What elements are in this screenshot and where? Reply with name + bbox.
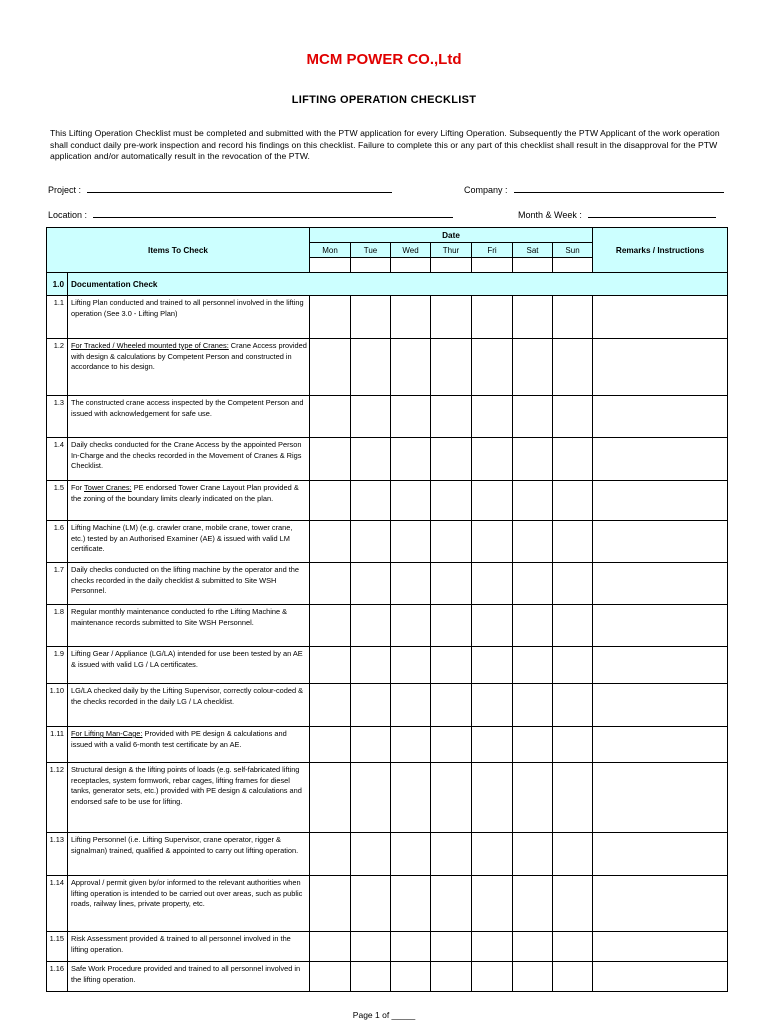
- check-cell-wed[interactable]: [391, 296, 431, 339]
- check-cell-thur[interactable]: [431, 296, 472, 339]
- check-cell-sat[interactable]: [513, 438, 553, 481]
- remarks-cell[interactable]: [593, 296, 728, 339]
- check-cell-tue[interactable]: [351, 438, 391, 481]
- item-text: Daily checks conducted for the Crane Access by the appointed Person In-Charge and the checks recorded in the Movement of Cranes & Rigs Checklist.: [71, 440, 302, 471]
- check-cell-sat[interactable]: [513, 684, 553, 727]
- check-cell-fri[interactable]: [472, 339, 513, 396]
- item-text: The constructed crane access inspected by the Competent Person and issued with acknowledgement for safe use.: [71, 398, 304, 418]
- remarks-cell[interactable]: [593, 605, 728, 647]
- check-cell-mon[interactable]: [310, 339, 351, 396]
- date-entry-fri[interactable]: [472, 258, 513, 273]
- check-cell-mon[interactable]: [310, 684, 351, 727]
- check-cell-sun[interactable]: [553, 962, 593, 992]
- item-text: Lifting Gear / Appliance (LG/LA) intended for use been tested by an AE & issued with valid LG / LA certificates.: [71, 649, 303, 669]
- month-week-field: [518, 208, 716, 220]
- item-text: Lifting Personnel (i.e. Lifting Supervisor, crane operator, rigger & signalman) trained, qualified & appointed to carry out lifting operation.: [71, 835, 299, 855]
- intro-paragraph: This Lifting Operation Checklist must be completed and submitted with the PTW application for every Lifting Operation. Subsequently the PTW Applicant of the work operation shall conduct daily pre-work inspection and record his findings on this checklist. Failure to complete this or any part of this checklist shall result in the disapproval for the PTW application and/or automatically result in the revocation of the PTW.: [50, 128, 720, 161]
- check-cell-sun[interactable]: [553, 647, 593, 684]
- check-cell-fri[interactable]: [472, 521, 513, 563]
- day-header-wed: Wed: [391, 243, 431, 258]
- location-field: [48, 208, 453, 220]
- item-prefix: For: [71, 483, 85, 492]
- check-cell-thur[interactable]: [431, 876, 472, 932]
- remarks-cell[interactable]: [593, 727, 728, 763]
- check-cell-wed[interactable]: [391, 438, 431, 481]
- checklist-row: [47, 684, 728, 727]
- item-number: 1.6: [47, 521, 68, 563]
- item-text: Crane Access provided with design & calculations by Competent Person and constructed in accordance to his design.: [71, 341, 307, 372]
- document-title: LIFTING OPERATION CHECKLIST: [291, 94, 477, 106]
- check-cell-fri[interactable]: [472, 962, 513, 992]
- check-cell-fri[interactable]: [472, 396, 513, 438]
- checklist-row: [47, 296, 728, 339]
- item-number: 1.1: [47, 296, 68, 339]
- checklist-row: [47, 833, 728, 876]
- project-field: [48, 183, 392, 195]
- checklist-row: [47, 438, 728, 481]
- check-cell-wed[interactable]: [391, 727, 431, 763]
- check-cell-sat[interactable]: [513, 296, 553, 339]
- check-cell-sun[interactable]: [553, 521, 593, 563]
- check-cell-tue[interactable]: [351, 962, 391, 992]
- check-cell-wed[interactable]: [391, 684, 431, 727]
- item-description: [68, 296, 310, 339]
- day-header-sat: Sat: [513, 243, 553, 258]
- date-entry-sun[interactable]: [553, 258, 593, 273]
- check-cell-sat[interactable]: [513, 932, 553, 962]
- check-cell-thur[interactable]: [431, 438, 472, 481]
- check-cell-sat[interactable]: [513, 605, 553, 647]
- item-description: [68, 833, 310, 876]
- check-cell-fri[interactable]: [472, 563, 513, 605]
- item-number: 1.2: [47, 339, 68, 396]
- remarks-cell[interactable]: [593, 962, 728, 992]
- month-week-label: Month & Week :: [518, 210, 582, 220]
- item-number: 1.4: [47, 438, 68, 481]
- company-label: Company :: [464, 185, 508, 195]
- checklist-row: [47, 932, 728, 962]
- project-blank[interactable]: [87, 183, 392, 193]
- check-cell-wed[interactable]: [391, 605, 431, 647]
- remarks-header: Remarks / Instructions: [593, 228, 728, 273]
- item-underlined-text: Tower Cranes:: [84, 483, 132, 492]
- day-header-mon: Mon: [310, 243, 351, 258]
- remarks-cell[interactable]: [593, 396, 728, 438]
- check-cell-fri[interactable]: [472, 481, 513, 521]
- remarks-cell[interactable]: [593, 763, 728, 833]
- checklist-row: [47, 521, 728, 563]
- item-text: Approval / permit given by/or informed to the relevant authorities when lifting operation is intended to be carried out over areas, such as public roads, railway lines, private property, etc.: [71, 878, 303, 909]
- section-header-row: [47, 273, 728, 296]
- check-cell-sun[interactable]: [553, 481, 593, 521]
- item-description: [68, 876, 310, 932]
- day-header-sun: Sun: [553, 243, 593, 258]
- item-text: Risk Assessment provided & trained to all personnel involved in the lifting operation.: [71, 934, 291, 954]
- remarks-cell[interactable]: [593, 647, 728, 684]
- check-cell-wed[interactable]: [391, 962, 431, 992]
- item-description: [68, 962, 310, 992]
- item-text: Structural design & the lifting points of loads (e.g. self-fabricated lifting receptacles, system formwork, rebar cages, lifting frames for diesel tanks, generator sets, etc.) provided with PE design & calculations and endorsed safe to be use for lifting.: [71, 765, 302, 806]
- check-cell-sun[interactable]: [553, 684, 593, 727]
- check-cell-wed[interactable]: [391, 647, 431, 684]
- check-cell-mon[interactable]: [310, 876, 351, 932]
- check-cell-sun[interactable]: [553, 396, 593, 438]
- item-text: LG/LA checked daily by the Lifting Supervisor, correctly colour-coded & the checks recorded in the daily LG / LA checklist.: [71, 686, 304, 706]
- checklist-table: [46, 227, 728, 992]
- check-cell-mon[interactable]: [310, 563, 351, 605]
- check-cell-sat[interactable]: [513, 962, 553, 992]
- check-cell-wed[interactable]: [391, 876, 431, 932]
- location-blank[interactable]: [93, 208, 453, 218]
- remarks-cell[interactable]: [593, 684, 728, 727]
- page-number: Page 1 of _____: [352, 1010, 416, 1020]
- check-cell-thur[interactable]: [431, 727, 472, 763]
- check-cell-wed[interactable]: [391, 763, 431, 833]
- check-cell-wed[interactable]: [391, 563, 431, 605]
- check-cell-mon[interactable]: [310, 647, 351, 684]
- check-cell-mon[interactable]: [310, 605, 351, 647]
- check-cell-mon[interactable]: [310, 962, 351, 992]
- company-name: MCM POWER CO.,Ltd: [306, 51, 462, 68]
- item-number: 1.5: [47, 481, 68, 521]
- check-cell-thur[interactable]: [431, 684, 472, 727]
- check-cell-sun[interactable]: [553, 876, 593, 932]
- location-label: Location :: [48, 210, 88, 220]
- check-cell-thur[interactable]: [431, 833, 472, 876]
- check-cell-fri[interactable]: [472, 647, 513, 684]
- check-cell-mon[interactable]: [310, 521, 351, 563]
- item-text: PE endorsed Tower Crane Layout Plan provided & the zoning of the boundary limits clearly indicated on the plan.: [71, 483, 299, 503]
- check-cell-thur[interactable]: [431, 396, 472, 438]
- check-cell-sat[interactable]: [513, 339, 553, 396]
- check-cell-mon[interactable]: [310, 296, 351, 339]
- checklist-row: [47, 339, 728, 396]
- remarks-cell[interactable]: [593, 521, 728, 563]
- check-cell-tue[interactable]: [351, 932, 391, 962]
- item-description: [68, 521, 310, 563]
- check-cell-sat[interactable]: [513, 833, 553, 876]
- check-cell-thur[interactable]: [431, 521, 472, 563]
- day-header-thur: Thur: [431, 243, 472, 258]
- remarks-cell[interactable]: [593, 481, 728, 521]
- item-text: Lifting Plan conducted and trained to all personnel involved in the lifting operation (See 3.0 - Lifting Plan): [71, 298, 304, 318]
- check-cell-tue[interactable]: [351, 296, 391, 339]
- date-entry-wed[interactable]: [391, 258, 431, 273]
- remarks-cell[interactable]: [593, 438, 728, 481]
- check-cell-tue[interactable]: [351, 763, 391, 833]
- remarks-cell[interactable]: [593, 339, 728, 396]
- item-number: 1.10: [47, 684, 68, 727]
- check-cell-sat[interactable]: [513, 396, 553, 438]
- check-cell-wed[interactable]: [391, 481, 431, 521]
- item-description: [68, 647, 310, 684]
- checklist-row: [47, 727, 728, 763]
- checklist-row: [47, 647, 728, 684]
- check-cell-sat[interactable]: [513, 876, 553, 932]
- item-number: 1.14: [47, 876, 68, 932]
- check-cell-tue[interactable]: [351, 727, 391, 763]
- check-cell-tue[interactable]: [351, 833, 391, 876]
- project-label: Project :: [48, 185, 82, 195]
- remarks-cell[interactable]: [593, 932, 728, 962]
- check-cell-sun[interactable]: [553, 339, 593, 396]
- check-cell-thur[interactable]: [431, 932, 472, 962]
- checklist-row: [47, 563, 728, 605]
- item-number: 1.3: [47, 396, 68, 438]
- check-cell-sat[interactable]: [513, 521, 553, 563]
- section-number: 1.0: [47, 273, 68, 296]
- item-number: 1.9: [47, 647, 68, 684]
- check-cell-sat[interactable]: [513, 563, 553, 605]
- item-description: [68, 339, 310, 396]
- check-cell-fri[interactable]: [472, 763, 513, 833]
- checklist-row: [47, 396, 728, 438]
- day-header-tue: Tue: [351, 243, 391, 258]
- check-cell-tue[interactable]: [351, 396, 391, 438]
- check-cell-tue[interactable]: [351, 521, 391, 563]
- checklist-row: [47, 605, 728, 647]
- item-number: 1.13: [47, 833, 68, 876]
- check-cell-wed[interactable]: [391, 396, 431, 438]
- item-description: [68, 605, 310, 647]
- check-cell-fri[interactable]: [472, 684, 513, 727]
- company-blank[interactable]: [514, 183, 724, 193]
- check-cell-fri[interactable]: [472, 296, 513, 339]
- company-field: [464, 183, 724, 195]
- check-cell-tue[interactable]: [351, 684, 391, 727]
- check-cell-mon[interactable]: [310, 481, 351, 521]
- check-cell-fri[interactable]: [472, 605, 513, 647]
- check-cell-sat[interactable]: [513, 727, 553, 763]
- check-cell-wed[interactable]: [391, 339, 431, 396]
- check-cell-wed[interactable]: [391, 833, 431, 876]
- date-entry-tue[interactable]: [351, 258, 391, 273]
- item-text: Safe Work Procedure provided and trained to all personnel involved in the lifting operation.: [71, 964, 301, 984]
- check-cell-thur[interactable]: [431, 339, 472, 396]
- check-cell-fri[interactable]: [472, 727, 513, 763]
- check-cell-thur[interactable]: [431, 962, 472, 992]
- date-entry-thur[interactable]: [431, 258, 472, 273]
- check-cell-sat[interactable]: [513, 647, 553, 684]
- item-description: [68, 481, 310, 521]
- check-cell-tue[interactable]: [351, 605, 391, 647]
- item-underlined-text: For Lifting Man-Cage:: [71, 729, 143, 738]
- check-cell-thur[interactable]: [431, 763, 472, 833]
- check-cell-mon[interactable]: [310, 727, 351, 763]
- item-description: [68, 438, 310, 481]
- check-cell-mon[interactable]: [310, 763, 351, 833]
- item-text: Provided with PE design & calculations and issued with a valid 6-month test certificate by an AE.: [71, 729, 287, 749]
- check-cell-sun[interactable]: [553, 296, 593, 339]
- item-description: [68, 727, 310, 763]
- check-cell-sat[interactable]: [513, 763, 553, 833]
- checklist-row: [47, 962, 728, 992]
- check-cell-thur[interactable]: [431, 605, 472, 647]
- item-number: 1.16: [47, 962, 68, 992]
- check-cell-fri[interactable]: [472, 932, 513, 962]
- item-number: 1.8: [47, 605, 68, 647]
- item-text: Daily checks conducted on the lifting machine by the operator and the checks recorded in the daily checklist & submitted to Site WSH Personnel.: [71, 565, 300, 596]
- month-week-blank[interactable]: [588, 208, 716, 218]
- remarks-cell[interactable]: [593, 563, 728, 605]
- checklist-row: [47, 481, 728, 521]
- check-cell-mon[interactable]: [310, 438, 351, 481]
- check-cell-tue[interactable]: [351, 339, 391, 396]
- item-number: 1.15: [47, 932, 68, 962]
- item-description: [68, 763, 310, 833]
- date-entry-sat[interactable]: [513, 258, 553, 273]
- item-description: [68, 684, 310, 727]
- section-title: Documentation Check: [68, 273, 728, 296]
- date-header: Date: [310, 228, 593, 243]
- check-cell-sat[interactable]: [513, 481, 553, 521]
- item-text: Lifting Machine (LM) (e.g. crawler crane, mobile crane, tower crane, etc.) tested by an Authorised Examiner (AE) & issued with valid LM certificate.: [71, 523, 293, 554]
- check-cell-mon[interactable]: [310, 932, 351, 962]
- items-to-check-header: Items To Check: [47, 228, 310, 273]
- check-cell-sun[interactable]: [553, 932, 593, 962]
- check-cell-sun[interactable]: [553, 438, 593, 481]
- item-number: 1.12: [47, 763, 68, 833]
- check-cell-mon[interactable]: [310, 396, 351, 438]
- check-cell-tue[interactable]: [351, 563, 391, 605]
- check-cell-sun[interactable]: [553, 763, 593, 833]
- check-cell-tue[interactable]: [351, 647, 391, 684]
- check-cell-wed[interactable]: [391, 521, 431, 563]
- item-number: 1.7: [47, 563, 68, 605]
- check-cell-sun[interactable]: [553, 563, 593, 605]
- item-text: Regular monthly maintenance conducted fo rthe Lifting Machine & maintenance records submitted to Site WSH Personnel.: [71, 607, 288, 627]
- check-cell-sun[interactable]: [553, 833, 593, 876]
- check-cell-mon[interactable]: [310, 833, 351, 876]
- check-cell-sun[interactable]: [553, 727, 593, 763]
- check-cell-fri[interactable]: [472, 833, 513, 876]
- check-cell-sun[interactable]: [553, 605, 593, 647]
- remarks-cell[interactable]: [593, 876, 728, 932]
- date-entry-mon[interactable]: [310, 258, 351, 273]
- checklist-row: [47, 763, 728, 833]
- check-cell-thur[interactable]: [431, 563, 472, 605]
- check-cell-wed[interactable]: [391, 932, 431, 962]
- day-header-fri: Fri: [472, 243, 513, 258]
- item-description: [68, 396, 310, 438]
- check-cell-thur[interactable]: [431, 647, 472, 684]
- item-description: [68, 563, 310, 605]
- check-cell-thur[interactable]: [431, 481, 472, 521]
- remarks-cell[interactable]: [593, 833, 728, 876]
- check-cell-tue[interactable]: [351, 481, 391, 521]
- check-cell-tue[interactable]: [351, 876, 391, 932]
- check-cell-fri[interactable]: [472, 876, 513, 932]
- item-number: 1.11: [47, 727, 68, 763]
- item-underlined-text: For Tracked / Wheeled mounted type of Cranes:: [71, 341, 229, 350]
- checklist-row: [47, 876, 728, 932]
- item-description: [68, 932, 310, 962]
- check-cell-fri[interactable]: [472, 438, 513, 481]
